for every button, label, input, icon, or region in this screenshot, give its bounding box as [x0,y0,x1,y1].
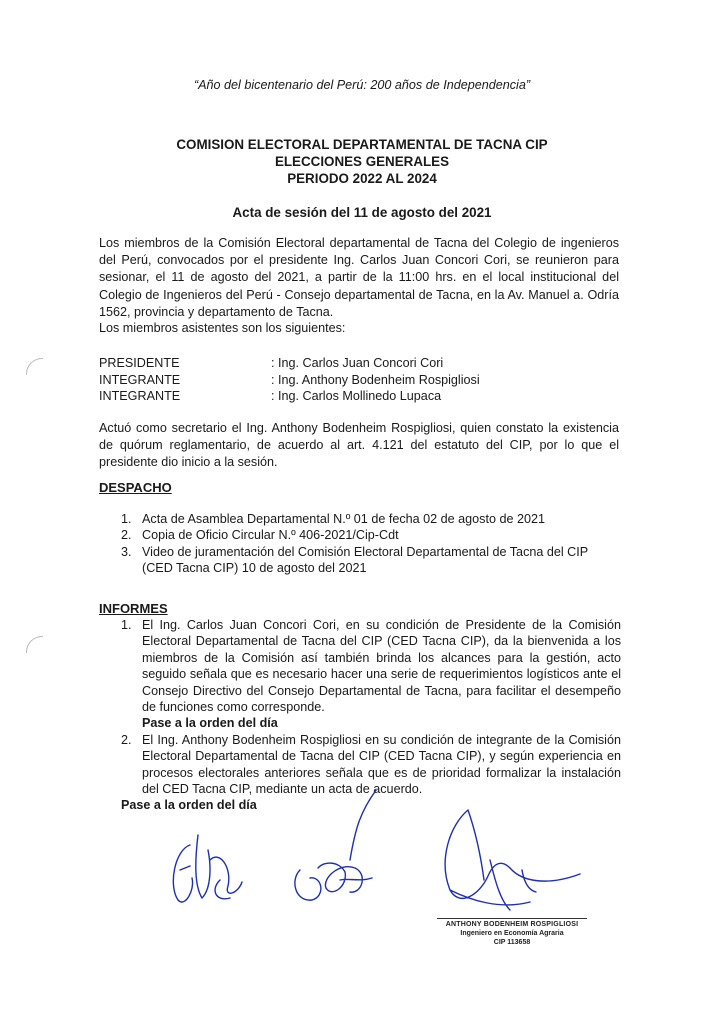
pase-orden-del-dia: Pase a la orden del día [121,798,257,813]
secretary-paragraph: Actuó como secretario el Ing. Anthony Bodenheim Rospigliosi, quien constato la existencia de quórum reglamentario, de acuerdo al art. 4.121 del estatuto del CIP, por lo que el presidente dio inicio a la sesión. [99,421,619,470]
header-line-period: PERIODO 2022 AL 2024 [287,171,437,186]
informes-heading: INFORMES [99,601,168,616]
member-name: : Ing. Carlos Juan Concori Cori [271,356,444,370]
list-item-text: Acta de Asamblea Departamental N.º 01 de fecha 02 de agosto de 2021 [142,512,545,526]
members-intro: Los miembros asistentes son los siguientes: [99,321,346,335]
list-item [121,527,621,543]
list-item-number: 1. [121,512,132,526]
list-item-text: Copia de Oficio Circular N.º 406-2021/Cip-Cdt [142,528,399,543]
punch-hole-mark [26,358,43,375]
motto: “Año del bicentenario del Perú: 200 años de Independencia” [193,78,531,92]
list-item [121,511,621,527]
signature-secretary [445,810,580,910]
header-line-commission: COMISION ELECTORAL DEPARTAMENTAL DE TACNA CIP [176,137,548,152]
list-item [121,617,621,732]
member-role: INTEGRANTE [99,372,181,387]
list-item [121,544,621,577]
informes-list [121,617,621,814]
list-item-number: 2. [121,732,132,747]
list-item-body [142,617,621,732]
list-item-text: El Ing. Anthony Bodenheim Rospigliosi en su condición de integrante de la Comisión Electoral Departamental de Tacna del CIP (CED Tacna CIP), y según experiencia en procesos electorales anteriores señala que es de prioridad formalizar la instalación del CED Tacna CIP, mediante un acta de acuerdo. [142,732,621,797]
member-name: : Ing. Carlos Mollinedo Lupaca [271,389,442,403]
member-role: PRESIDENTE [99,356,180,370]
list-item-number: 1. [121,618,132,632]
header-line-elections: ELECCIONES GENERALES [274,154,450,169]
despacho-heading: DESPACHO [99,480,172,495]
member-role: INTEGRANTE [99,389,181,403]
signature-integrante [295,790,380,900]
despacho-list [121,511,621,577]
pase-orden-del-dia: Pase a la orden del día [142,716,278,731]
signature-stamp [437,918,587,947]
member-row [99,355,480,372]
list-item-number: 3. [121,544,132,559]
members-roster [99,355,480,405]
stamp-cip: CIP 113658 [493,939,531,946]
punch-hole-mark [26,636,43,653]
member-row [99,388,480,405]
list-item-text: El Ing. Carlos Juan Concori Cori, en su condición de Presidente de la Comisión Electoral Departamental de Tacna del CIP (CED Tacna CIP), da la bienvenida a los miembros de la Comisión así también brinda los alcances para la gestión, acto seguido señala que es necesario hacer una serie de requerimientos logísticos ante el Consejo Directivo del Consejo Departamental de Tacna, para facilitar el desempeño de funciones como corresponde. [142,618,621,715]
list-item-number: 2. [121,528,132,543]
stamp-title: Ingeniero en Economía Agraria [460,930,564,937]
member-name: : Ing. Anthony Bodenheim Rospigliosi [271,372,480,387]
acta-title: Acta de sesión del 11 de agosto del 2021 [232,205,492,220]
stamp-name: ANTHONY BODENHEIM ROSPIGLIOSI [437,918,587,929]
document-header [0,136,724,187]
list-item-text: Video de juramentación del Comisión Electoral Departamental de Tacna del CIP (CED Tacna CIP) 10 de agosto del 2021 [142,544,588,576]
signature-president [173,835,242,902]
intro-paragraph: Los miembros de la Comisión Electoral departamental de Tacna del Colegio de ingenieros del Perú, convocados por el presidente Ing. Carlos Juan Concori Cori, se reunieron para sesionar, el 11 de agosto del 2021, a partir de la 11:00 hrs. en el local institucional del Colegio de Ingenieros del Perú - Consejo departamental de Tacna, en la Av. Manuel a. Odría 1562, provincia y departamento de Tacna. [99,236,619,319]
member-row [99,372,480,389]
